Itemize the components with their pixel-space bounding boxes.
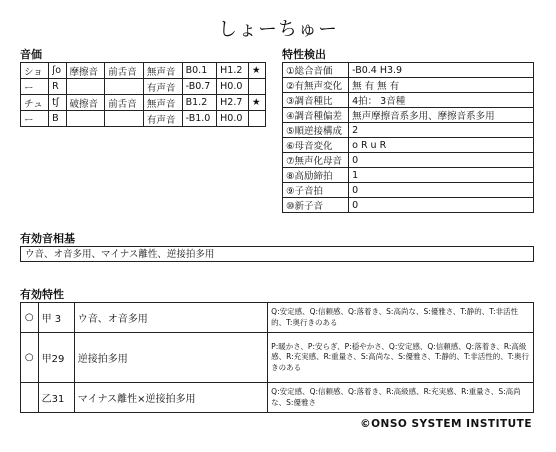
trait-mark bbox=[21, 383, 39, 413]
table-cell: チュ bbox=[21, 95, 49, 111]
table-cell: ショ bbox=[21, 63, 49, 79]
trait-code: 乙31 bbox=[38, 383, 74, 413]
feature-label: ⑥母音変化 bbox=[283, 138, 349, 153]
table-row bbox=[283, 153, 534, 168]
feature-label: ③調音種比 bbox=[283, 93, 349, 108]
copyright-footer: ©ONSO SYSTEM INSTITUTE bbox=[360, 418, 532, 430]
table-row bbox=[283, 183, 534, 198]
table-row bbox=[283, 168, 534, 183]
table-cell: -B1.0 bbox=[182, 111, 217, 127]
star-mark bbox=[249, 111, 266, 127]
feature-value: 無 有 無 有 bbox=[349, 78, 534, 93]
feature-label: ②有無声変化 bbox=[283, 78, 349, 93]
star-mark bbox=[249, 79, 266, 95]
table-row bbox=[283, 198, 534, 213]
trait-detail: Q:安定感、Q:信頼感、Q:落着き、S:高尚な、S:優雅さ、T:静的、T:非活性的、T:奥行きのある bbox=[268, 303, 534, 333]
feature-label: ①総合音価 bbox=[283, 63, 349, 78]
table-cell: B1.2 bbox=[182, 95, 217, 111]
table-row bbox=[21, 95, 266, 111]
traits-heading: 有効特性 bbox=[20, 288, 64, 301]
table-cell bbox=[105, 111, 144, 127]
feature-value: -B0.4 H3.9 bbox=[349, 63, 534, 78]
table-cell: ー bbox=[21, 79, 49, 95]
table-row bbox=[21, 383, 534, 413]
table-cell: 有声音 bbox=[143, 111, 182, 127]
table-cell: B0.1 bbox=[182, 63, 217, 79]
table-cell: 破擦音 bbox=[66, 95, 105, 111]
feature-section-heading: 特性検出 bbox=[282, 48, 326, 61]
table-row bbox=[283, 93, 534, 108]
table-cell: 前舌音 bbox=[105, 63, 144, 79]
table-cell: H0.0 bbox=[217, 111, 249, 127]
feature-value: o R u R bbox=[349, 138, 534, 153]
feature-label: ⑤順逆接構成 bbox=[283, 123, 349, 138]
table-row bbox=[21, 111, 266, 127]
feature-label: ⑨子音拍 bbox=[283, 183, 349, 198]
basis-heading: 有効音相基 bbox=[20, 232, 75, 245]
table-row bbox=[21, 63, 266, 79]
table-row bbox=[283, 123, 534, 138]
feature-label: ④調音種偏差 bbox=[283, 108, 349, 123]
table-cell: H1.2 bbox=[217, 63, 249, 79]
on-table bbox=[20, 62, 266, 127]
feature-label: ⑦無声化母音 bbox=[283, 153, 349, 168]
table-cell: 摩擦音 bbox=[66, 63, 105, 79]
on-section-heading: 音価 bbox=[20, 48, 42, 61]
table-cell: 無声音 bbox=[143, 95, 182, 111]
feature-value: 0 bbox=[349, 153, 534, 168]
trait-name: マイナス離性×逆接拍多用 bbox=[74, 383, 267, 413]
trait-detail: Q:安定感、Q:信頼感、Q:落着き、R:高級感、R:充実感、R:重量さ、S:高尚な、S:優雅さ bbox=[268, 383, 534, 413]
feature-value: 0 bbox=[349, 198, 534, 213]
star-mark: ★ bbox=[249, 63, 266, 79]
traits-table bbox=[20, 302, 534, 413]
table-cell bbox=[66, 111, 105, 127]
table-cell: -B0.7 bbox=[182, 79, 217, 95]
table-cell: R bbox=[49, 79, 66, 95]
table-cell: tʃ bbox=[49, 95, 66, 111]
table-cell: ʃo bbox=[49, 63, 66, 79]
table-row bbox=[283, 63, 534, 78]
trait-name: 逆接拍多用 bbox=[74, 333, 267, 383]
feature-value: 4拍： 3音種 bbox=[349, 93, 534, 108]
feature-value: 無声摩擦音系多用、摩擦音系多用 bbox=[349, 108, 534, 123]
table-cell: 有声音 bbox=[143, 79, 182, 95]
table-cell: H0.0 bbox=[217, 79, 249, 95]
feature-value: 0 bbox=[349, 183, 534, 198]
trait-name: ウ音、オ音多用 bbox=[74, 303, 267, 333]
table-cell bbox=[66, 79, 105, 95]
table-cell: H2.7 bbox=[217, 95, 249, 111]
table-row bbox=[21, 79, 266, 95]
feature-value: 1 bbox=[349, 168, 534, 183]
table-row bbox=[21, 333, 534, 383]
basis-text: ウ音、オ音多用、マイナス離性、逆接拍多用 bbox=[20, 246, 534, 262]
page-title: しょーちゅー bbox=[217, 18, 338, 40]
table-row bbox=[283, 138, 534, 153]
trait-mark: ○ bbox=[21, 303, 39, 333]
table-cell: B bbox=[49, 111, 66, 127]
table-row bbox=[21, 303, 534, 333]
trait-code: 甲 3 bbox=[38, 303, 74, 333]
star-mark: ★ bbox=[249, 95, 266, 111]
table-row bbox=[283, 108, 534, 123]
feature-label: ⑩新子音 bbox=[283, 198, 349, 213]
table-row bbox=[283, 78, 534, 93]
feature-label: ⑧高励締拍 bbox=[283, 168, 349, 183]
table-cell bbox=[105, 79, 144, 95]
trait-mark: ○ bbox=[21, 333, 39, 383]
table-cell: 前舌音 bbox=[105, 95, 144, 111]
trait-detail: P:暖かさ、P:安らぎ、P:穏やかさ、Q:安定感、Q:信頼感、Q:落着き、R:高級感、R:充実感、R:重量さ、S:高尚な、S:優雅さ、T:静的、T:非活性的、T:奥行きのある bbox=[268, 333, 534, 383]
table-cell: ー bbox=[21, 111, 49, 127]
feature-table bbox=[282, 62, 534, 213]
feature-value: 2 bbox=[349, 123, 534, 138]
table-cell: 無声音 bbox=[143, 63, 182, 79]
trait-code: 甲29 bbox=[38, 333, 74, 383]
